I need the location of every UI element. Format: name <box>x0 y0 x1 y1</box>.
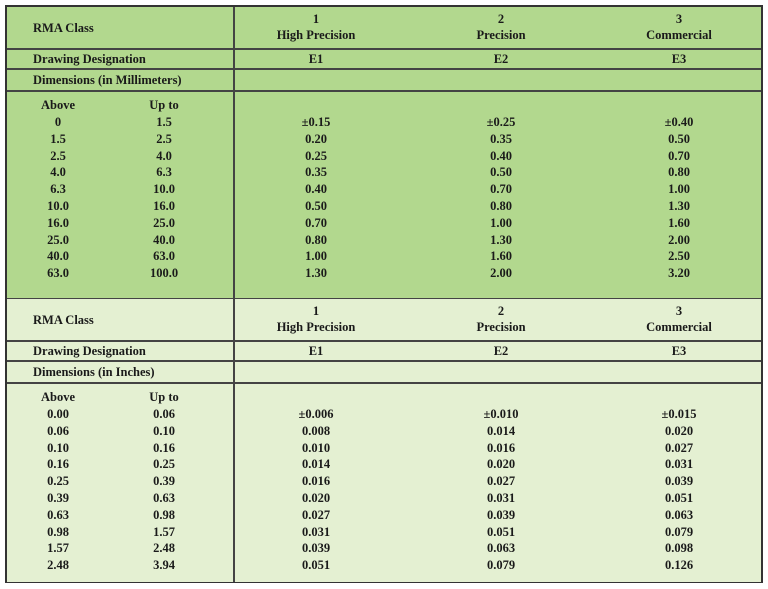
above-cell: 16.0 <box>47 215 69 230</box>
row-divider <box>7 382 761 384</box>
above-cell: 0.10 <box>47 440 69 455</box>
e3-tolerance-cell: 0.051 <box>664 491 694 505</box>
e3-tolerance-cell: 0.098 <box>664 541 694 556</box>
e2-tolerance-cell: 0.079 <box>486 558 516 573</box>
upto-cell: 40.0 <box>153 232 175 247</box>
designation-e1: E1 <box>308 344 324 358</box>
e3-tolerance-cell: 1.00 <box>668 182 690 197</box>
upto-cell: 6.3 <box>156 165 172 180</box>
upto-header: Up to <box>149 98 179 112</box>
e2-tolerance-cell: 0.039 <box>486 507 516 522</box>
class-2-number: 2 <box>497 12 505 26</box>
above-header: Above <box>40 390 76 404</box>
upto-cell: 0.98 <box>153 507 175 522</box>
e2-tolerance-cell: 1.60 <box>490 249 512 264</box>
e1-tolerance-cell: 0.50 <box>305 199 327 213</box>
e1-tolerance-cell: 0.40 <box>305 182 327 197</box>
e1-tolerance-cell: 0.027 <box>301 507 331 522</box>
e1-tolerance-cell: 0.014 <box>301 457 331 472</box>
e2-tolerance-cell: 0.051 <box>486 524 516 539</box>
e1-tolerance-cell: 1.30 <box>305 266 327 281</box>
above-cell: 40.0 <box>47 249 69 264</box>
above-cell: 4.0 <box>50 165 66 180</box>
upto-cell: 10.0 <box>153 182 175 197</box>
upto-cell: 0.25 <box>153 457 175 472</box>
e1-tolerance-cell: ±0.006 <box>298 407 334 421</box>
upto-cell: 2.48 <box>153 541 175 556</box>
class-2-name: Precision <box>476 320 526 334</box>
class-1-number: 1 <box>312 304 320 318</box>
e2-tolerance-cell: 0.027 <box>486 474 516 489</box>
e3-tolerance-cell: 0.027 <box>664 440 694 455</box>
above-cell: 1.5 <box>50 131 66 146</box>
column-divider <box>233 7 235 298</box>
upto-cell: 0.63 <box>153 491 175 505</box>
above-cell: 0.25 <box>47 474 69 489</box>
upto-cell: 16.0 <box>153 199 175 213</box>
class-3-name: Commercial <box>646 28 712 42</box>
e1-tolerance-cell: 0.35 <box>305 165 327 180</box>
e3-tolerance-cell: 0.70 <box>668 148 690 163</box>
e2-tolerance-cell: 0.80 <box>490 199 512 213</box>
e3-tolerance-cell: 3.20 <box>668 266 690 281</box>
e3-tolerance-cell: ±0.015 <box>661 407 697 421</box>
e1-tolerance-cell: 0.80 <box>305 232 327 247</box>
class-3-number: 3 <box>675 304 683 318</box>
e2-tolerance-cell: 1.30 <box>490 232 512 247</box>
e2-tolerance-cell: 0.70 <box>490 182 512 197</box>
e2-tolerance-cell: 0.014 <box>486 423 516 438</box>
above-cell: 63.0 <box>47 266 69 281</box>
e2-tolerance-cell: 0.40 <box>490 148 512 163</box>
tolerance-table <box>5 5 763 583</box>
rma-class-label: RMA Class <box>33 21 94 35</box>
above-cell: 0.98 <box>47 524 69 539</box>
row-divider <box>7 360 761 362</box>
upto-cell: 1.57 <box>153 524 175 539</box>
e2-tolerance-cell: 0.50 <box>490 165 512 180</box>
e3-tolerance-cell: 1.30 <box>668 199 690 213</box>
e3-tolerance-cell: 0.031 <box>664 457 694 472</box>
upto-cell: 0.06 <box>153 407 175 421</box>
row-divider <box>7 68 761 70</box>
e3-tolerance-cell: 0.079 <box>664 524 694 539</box>
e2-tolerance-cell: 0.016 <box>486 440 516 455</box>
e1-tolerance-cell: 0.008 <box>301 423 331 438</box>
above-cell: 0.63 <box>47 507 69 522</box>
e1-tolerance-cell: ±0.15 <box>301 115 331 129</box>
upto-cell: 1.5 <box>156 115 172 129</box>
row-divider <box>7 340 761 342</box>
above-cell: 10.0 <box>47 199 69 213</box>
class-1-name: High Precision <box>276 28 356 42</box>
e2-tolerance-cell: 0.020 <box>486 457 516 472</box>
e3-tolerance-cell: ±0.40 <box>664 115 694 129</box>
e1-tolerance-cell: 0.010 <box>301 440 331 455</box>
e3-tolerance-cell: 0.126 <box>664 558 694 573</box>
row-divider <box>7 48 761 50</box>
millimeter-section <box>7 7 761 298</box>
drawing-designation-label: Drawing Designation <box>33 344 146 358</box>
designation-e3: E3 <box>671 344 687 358</box>
e1-tolerance-cell: 0.25 <box>305 148 327 163</box>
class-2-name: Precision <box>476 28 526 42</box>
above-cell: 2.48 <box>47 558 69 573</box>
e1-tolerance-cell: 0.20 <box>305 131 327 146</box>
upto-cell: 63.0 <box>153 249 175 264</box>
e2-tolerance-cell: ±0.010 <box>483 407 519 421</box>
dimensions-label: Dimensions (in Millimeters) <box>33 73 182 87</box>
drawing-designation-label: Drawing Designation <box>33 52 146 66</box>
row-divider <box>7 90 761 92</box>
above-cell: 0 <box>54 115 62 129</box>
class-3-number: 3 <box>675 12 683 26</box>
e3-tolerance-cell: 2.00 <box>668 232 690 247</box>
upto-cell: 3.94 <box>153 558 175 573</box>
above-cell: 2.5 <box>50 148 66 163</box>
upto-cell: 100.0 <box>149 266 179 281</box>
e1-tolerance-cell: 0.039 <box>301 541 331 556</box>
e1-tolerance-cell: 1.00 <box>305 249 327 264</box>
class-3-name: Commercial <box>646 320 712 334</box>
e1-tolerance-cell: 0.70 <box>305 215 327 230</box>
designation-e3: E3 <box>671 52 687 66</box>
dimensions-label: Dimensions (in Inches) <box>33 365 155 379</box>
e3-tolerance-cell: 0.020 <box>664 423 694 438</box>
upto-cell: 4.0 <box>156 148 172 163</box>
class-1-number: 1 <box>312 12 320 26</box>
e2-tolerance-cell: 1.00 <box>490 215 512 230</box>
upto-cell: 0.39 <box>153 474 175 489</box>
e2-tolerance-cell: ±0.25 <box>486 115 516 129</box>
upto-header: Up to <box>149 390 179 404</box>
above-cell: 0.06 <box>47 423 69 438</box>
class-2-number: 2 <box>497 304 505 318</box>
e2-tolerance-cell: 0.35 <box>490 131 512 146</box>
e3-tolerance-cell: 0.50 <box>668 131 690 146</box>
e3-tolerance-cell: 0.80 <box>668 165 690 180</box>
e2-tolerance-cell: 0.063 <box>486 541 516 556</box>
e1-tolerance-cell: 0.020 <box>301 491 331 505</box>
above-cell: 0.39 <box>47 491 69 505</box>
inch-section <box>7 298 761 582</box>
e2-tolerance-cell: 0.031 <box>486 491 516 505</box>
rma-class-label: RMA Class <box>33 313 94 327</box>
designation-e2: E2 <box>493 52 509 66</box>
e1-tolerance-cell: 0.051 <box>301 558 331 573</box>
designation-e2: E2 <box>493 344 509 358</box>
above-cell: 1.57 <box>47 541 69 556</box>
e1-tolerance-cell: 0.016 <box>301 474 331 489</box>
above-cell: 25.0 <box>47 232 69 247</box>
e3-tolerance-cell: 0.039 <box>664 474 694 489</box>
e2-tolerance-cell: 2.00 <box>490 266 512 281</box>
above-header: Above <box>40 98 76 112</box>
e3-tolerance-cell: 1.60 <box>668 215 690 230</box>
upto-cell: 2.5 <box>156 131 172 146</box>
upto-cell: 25.0 <box>153 215 175 230</box>
upto-cell: 0.16 <box>153 440 175 455</box>
above-cell: 6.3 <box>50 182 66 197</box>
e3-tolerance-cell: 2.50 <box>668 249 690 264</box>
e1-tolerance-cell: 0.031 <box>301 524 331 539</box>
above-cell: 0.16 <box>47 457 69 472</box>
designation-e1: E1 <box>308 52 324 66</box>
class-1-name: High Precision <box>276 320 356 334</box>
above-cell: 0.00 <box>47 407 69 421</box>
e3-tolerance-cell: 0.063 <box>664 507 694 522</box>
upto-cell: 0.10 <box>153 423 175 438</box>
